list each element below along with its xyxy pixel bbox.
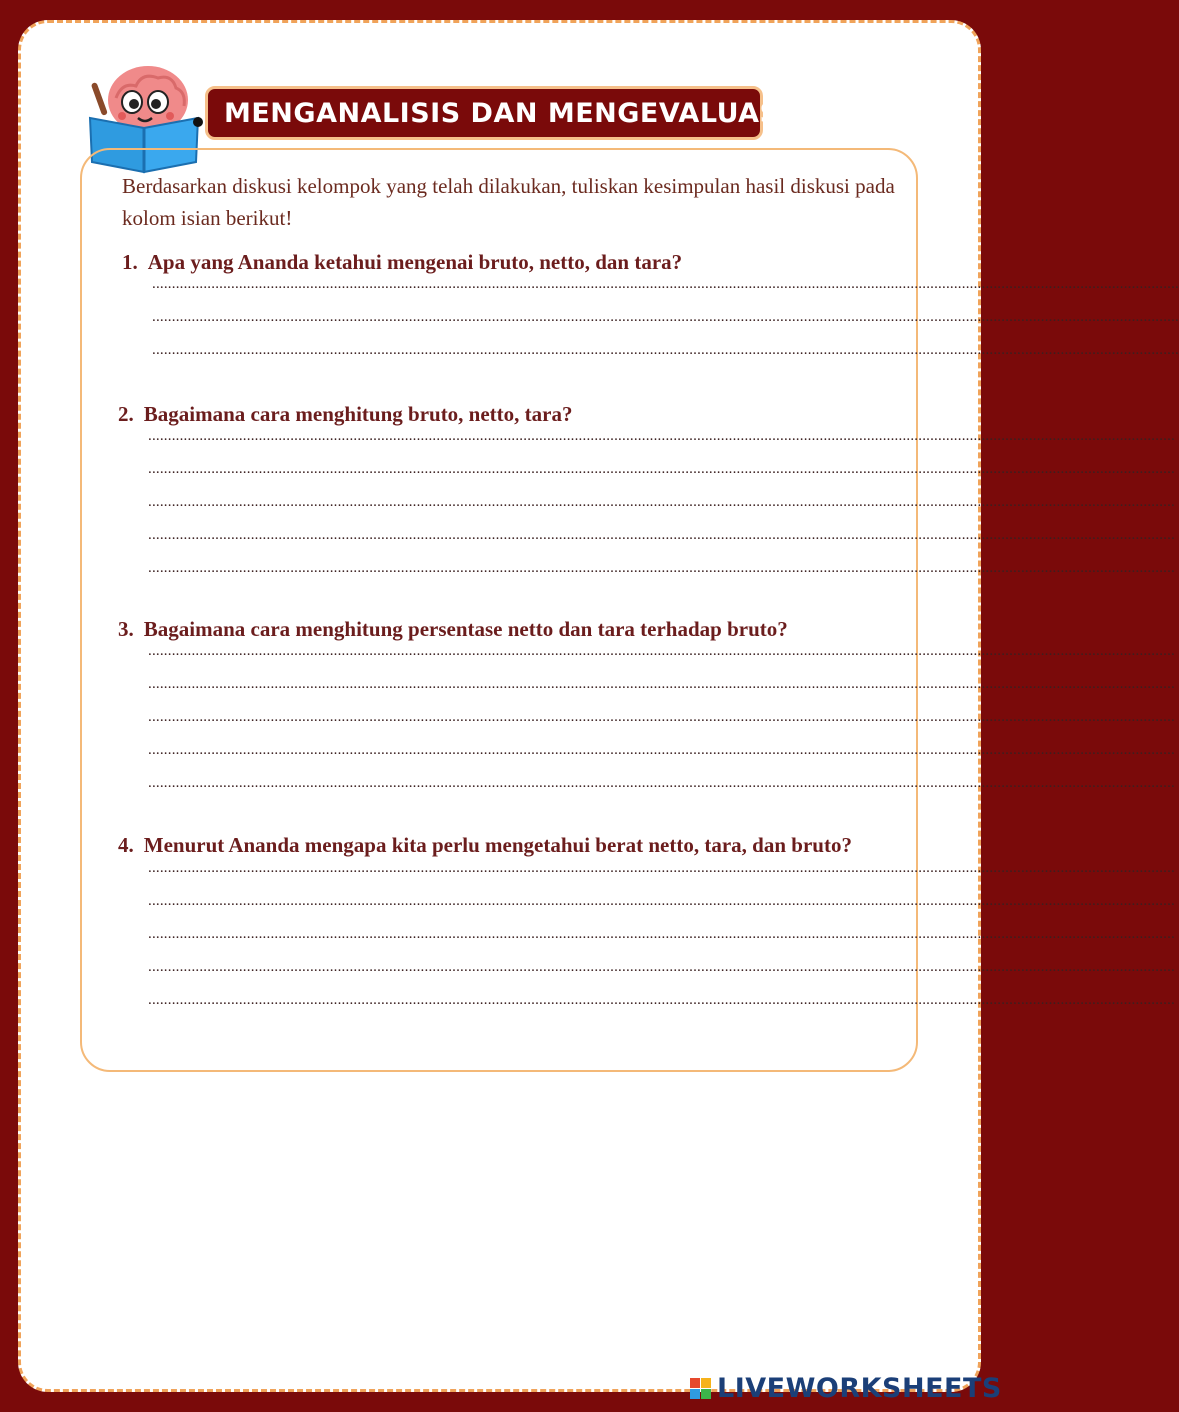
answer-line[interactable]: ....................................................................................................................................................................................................................................................................	[148, 992, 1175, 1008]
question-number: 3.	[118, 617, 134, 641]
question-text: Apa yang Ananda ketahui mengenai bruto, netto, dan tara?	[147, 250, 683, 274]
liveworksheets-logo	[690, 1374, 1002, 1402]
answer-line[interactable]: ....................................................................................................................................................................................................................................................................	[148, 494, 1175, 510]
question-number: 2.	[118, 402, 134, 426]
answer-line[interactable]: ....................................................................................................................................................................................................................................................................	[152, 309, 1179, 325]
answer-line[interactable]: ....................................................................................................................................................................................................................................................................	[148, 676, 1175, 692]
answer-line[interactable]: ....................................................................................................................................................................................................................................................................	[148, 461, 1175, 477]
answer-line[interactable]: ....................................................................................................................................................................................................................................................................	[148, 527, 1175, 543]
answer-line[interactable]: ....................................................................................................................................................................................................................................................................	[148, 893, 1175, 909]
page-title: MENGANALISIS DAN MENGEVALUASI	[205, 86, 763, 140]
question-number: 4.	[118, 833, 134, 857]
answer-line[interactable]: ....................................................................................................................................................................................................................................................................	[148, 560, 1175, 576]
question-text: Bagaimana cara menghitung persentase netto dan tara terhadap bruto?	[143, 617, 788, 641]
question-text: Bagaimana cara menghitung bruto, netto, tara?	[143, 402, 573, 426]
answer-line[interactable]: ....................................................................................................................................................................................................................................................................	[148, 860, 1175, 876]
answer-line[interactable]: ....................................................................................................................................................................................................................................................................	[148, 775, 1175, 791]
answer-line[interactable]: ....................................................................................................................................................................................................................................................................	[152, 342, 1179, 358]
question-text: Menurut Ananda mengapa kita perlu mengetahui berat netto, tara, dan bruto?	[143, 833, 852, 857]
answer-line[interactable]: ....................................................................................................................................................................................................................................................................	[152, 276, 1179, 292]
answer-line[interactable]: ....................................................................................................................................................................................................................................................................	[148, 926, 1175, 942]
answer-line[interactable]: ....................................................................................................................................................................................................................................................................	[148, 428, 1175, 444]
banner-dot	[193, 117, 203, 127]
instructions: Berdasarkan diskusi kelompok yang telah dilakukan, tuliskan kesimpulan hasil diskusi pada kolom isian berikut!	[122, 174, 895, 230]
answer-line[interactable]: ....................................................................................................................................................................................................................................................................	[148, 742, 1175, 758]
brand-name: LIVEWORKSHEETS	[717, 1372, 1002, 1404]
question-number: 1.	[122, 250, 138, 274]
answer-line[interactable]: ....................................................................................................................................................................................................................................................................	[148, 709, 1175, 725]
answer-line[interactable]: ....................................................................................................................................................................................................................................................................	[148, 643, 1175, 659]
liveworksheets-badge-icon	[690, 1378, 711, 1399]
answer-line[interactable]: ....................................................................................................................................................................................................................................................................	[148, 959, 1175, 975]
